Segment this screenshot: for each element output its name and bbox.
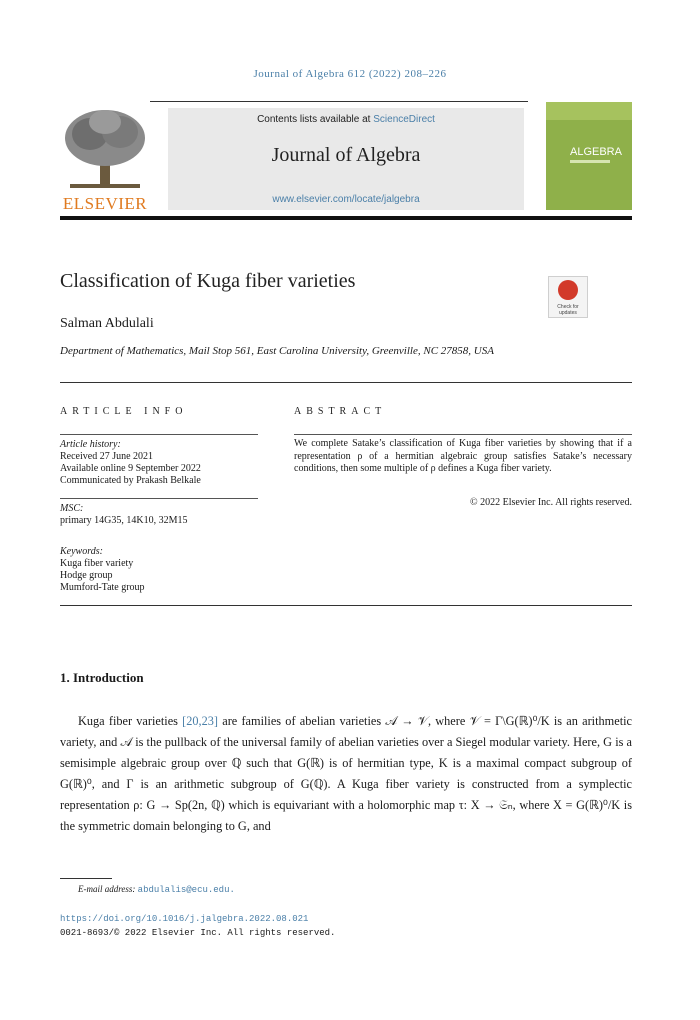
tree-logo-icon bbox=[60, 108, 150, 192]
crossmark-icon bbox=[558, 280, 578, 300]
cover-title: ALGEBRA bbox=[570, 146, 622, 158]
abstract-label: ABSTRACT bbox=[294, 406, 387, 417]
author-name: Salman Abdulali bbox=[60, 316, 154, 331]
email-link[interactable]: abdulalis@ecu.edu. bbox=[137, 885, 235, 895]
elsevier-logo bbox=[60, 108, 150, 214]
front-matter-end-rule bbox=[60, 605, 632, 606]
crossmark-button[interactable] bbox=[548, 276, 588, 318]
journal-header-box bbox=[168, 108, 524, 210]
msc-block bbox=[60, 503, 188, 527]
footnote-rule bbox=[60, 878, 112, 879]
crossmark-label: Check for updates bbox=[557, 304, 579, 316]
header-top-rule bbox=[150, 101, 528, 102]
intro-text-start: Kuga fiber varieties bbox=[78, 714, 178, 728]
keywords-label: Keywords: bbox=[60, 546, 103, 557]
author-affiliation: Department of Mathematics, Mail Stop 561, East Carolina University, Greenville, NC 27858, USA bbox=[60, 345, 494, 357]
issn-copyright: 0021-8693/© 2022 Elsevier Inc. All rights reserved. bbox=[60, 928, 336, 938]
doi-link[interactable]: https://doi.org/10.1016/j.jalgebra.2022.08.021 bbox=[60, 914, 309, 924]
email-label: E-mail address: bbox=[78, 884, 136, 894]
history-rule bbox=[60, 498, 258, 499]
history-label: Article history: bbox=[60, 439, 121, 450]
article-history bbox=[60, 439, 201, 487]
sciencedirect-link[interactable]: ScienceDirect bbox=[373, 114, 435, 125]
section-heading-introduction: 1. Introduction bbox=[60, 670, 144, 685]
article-title: Classification of Kuga fiber varieties bbox=[60, 270, 356, 292]
reference-link[interactable]: [20,23] bbox=[182, 714, 219, 728]
article-info-rule bbox=[60, 434, 258, 435]
journal-title: Journal of Algebra bbox=[271, 144, 421, 166]
abstract-text: We complete Satake’s classification of Kuga fiber varieties by showing that if a representation ρ of a hermitian algebraic group satisfies Satake’s necessary conditions, then some multiple of ρ defines a Kuga fiber variety. bbox=[294, 438, 632, 474]
elsevier-wordmark: ELSEVIER bbox=[62, 194, 148, 213]
keyword-item: Kuga fiber variety bbox=[60, 558, 134, 569]
keyword-item: Hodge group bbox=[60, 570, 113, 581]
introduction-paragraph bbox=[60, 711, 632, 837]
cover-subtitle-bar bbox=[570, 160, 610, 163]
article-info-label: ARTICLE INFO bbox=[60, 406, 188, 417]
received-date: Received 27 June 2021 bbox=[60, 451, 154, 462]
contents-prefix: Contents lists available at bbox=[257, 114, 374, 125]
msc-codes: primary 14G35, 14K10, 32M15 bbox=[60, 515, 188, 526]
journal-cover-thumbnail[interactable] bbox=[546, 102, 632, 210]
keyword-item: Mumford-Tate group bbox=[60, 582, 145, 593]
email-footnote bbox=[78, 884, 235, 895]
online-date: Available online 9 September 2022 bbox=[60, 463, 201, 474]
cover-top-band bbox=[546, 102, 632, 120]
contents-line bbox=[168, 114, 524, 125]
journal-citation[interactable]: Journal of Algebra 612 (2022) 208–226 bbox=[253, 68, 447, 80]
abstract-rule bbox=[294, 434, 632, 435]
keywords-block bbox=[60, 546, 145, 594]
abstract-copyright: © 2022 Elsevier Inc. All rights reserved. bbox=[469, 497, 632, 508]
msc-label: MSC: bbox=[60, 503, 84, 514]
header-bottom-rule bbox=[60, 216, 632, 220]
journal-url-link[interactable]: www.elsevier.com/locate/jalgebra bbox=[272, 194, 420, 205]
communicated-by: Communicated by Prakash Belkale bbox=[60, 475, 201, 486]
intro-text-rest: are families of abelian varieties 𝒜 → 𝒱, where 𝒱 = Γ\G(ℝ)⁰/K is an arithmetic variety, and 𝒜 is the pullback of the universal family of abelian varieties over a Siegel modular variety. Here, G is a semisimple algebraic group over ℚ such that G(ℝ) is of hermitian type, K is a maximal compact subgroup of G(ℝ)⁰, and Γ is an arithmetic subgroup of G(ℚ). A Kuga fiber variety is constructed from a symplectic representation ρ: G → Sp(2n, ℚ) which is equivariant with a holomorphic map τ: X → 𝔖ₙ, where X = G(ℝ)⁰/K is the symmetric domain belonging to G, and bbox=[60, 714, 632, 833]
front-matter-rule bbox=[60, 382, 632, 383]
